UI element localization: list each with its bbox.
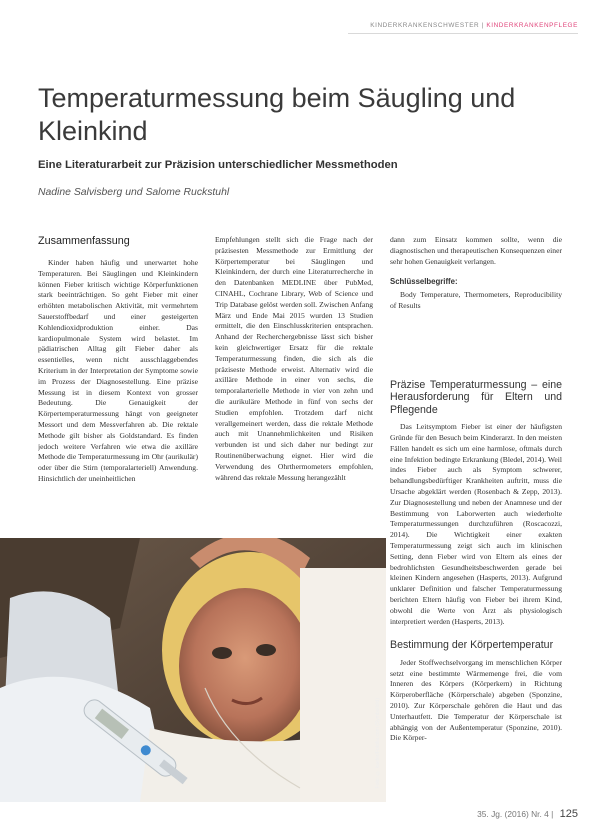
running-head bbox=[370, 22, 578, 29]
abstract-continuation-column bbox=[215, 235, 373, 535]
body-column bbox=[390, 379, 562, 799]
article-subtitle: Eine Literaturarbeit zur Präzision unterschiedlicher Messmethoden bbox=[38, 159, 398, 171]
keywords-text: Body Temperature, Thermometers, Reproducibility of Results bbox=[390, 290, 562, 310]
running-head-journal: KINDERKRANKENSCHWESTER bbox=[370, 22, 480, 29]
running-head-section: KINDERKRANKENPFLEGE bbox=[486, 22, 578, 29]
section-heading-body-temperature: Bestimmung der Körpertemperatur bbox=[390, 639, 554, 652]
abstract-paragraph: Kinder haben häufig und unerwartet hohe Temperaturen. Bei Säuglingen und Kleinkindern können Fieber kritisch wichtige Körperfunktionen stark beeinträchtigen. So geht Fieber mit einer erhöhten metabolischen Aktivität, mit vermehrtem Sauerstoffbedarf und einer gesteigerten Kohlendioxidproduktion einher. Das kardiopulmonale System wird belastet. Im pädiatrischen Alltag gilt Fieber daher als essentielles, wenn nicht ausschlaggebendes Kriterium in der Interpretation der Symptome sowie im Prozess der Diagnosestellung. Eine präzise Messung ist in diesem Kontext von grosser Bedeutung. Die Genauigkeit der Körpertemperaturmessung hängt von geeigneter Messort und dem Messverfahren ab. Die rektale Methode gilt bisher als Goldstandard. Es finden jedoch weitere Verfahren wie etwa die axilläre Methode die Temperaturmessung im Ohr (aurikulär) oder über die Stirn (temporalarteriell) Anwendung. Hinsichtlich der uneinheitlichen bbox=[38, 258, 198, 483]
abstract-column bbox=[38, 235, 198, 533]
footer-separator: | bbox=[551, 809, 554, 819]
page-number: 125 bbox=[559, 808, 578, 820]
child-thermometer-photo bbox=[0, 538, 386, 802]
section-heading-precise-measurement: Präzise Temperaturmessung – eine Herausforderung für Eltern und Pflegende bbox=[390, 379, 562, 416]
running-head-separator: | bbox=[481, 22, 484, 29]
running-head-rule bbox=[348, 33, 578, 34]
article-authors: Nadine Salvisberg und Salome Ruckstuhl bbox=[38, 187, 230, 198]
keywords-heading: Schlüsselbegriffe: bbox=[390, 277, 458, 287]
abstract-end-paragraph: dann zum Einsatz kommen sollte, wenn die diagnostischen und therapeutischen Konsequenzen einer sehr hohen Genauigkeit verlangen. bbox=[390, 235, 562, 266]
page-footer bbox=[477, 808, 578, 820]
section-paragraph-body-temperature: Jeder Stoffwechselvorgang im menschlichen Körper setzt eine bestimmte Wärmemenge frei, die vom Inneren des Körpers (Körperkern) in Richtung Körperoberfläche (Körperschale) abgeben (Sponzine, 2010). Zur Körperschale gehören die Haut und das Unterhautfett. Die Temperatur der Körperschale ist abhängig von der Außentemperatur (Sponzine, 2010). Die Körper- bbox=[390, 657, 562, 743]
article-title: Temperaturmessung beim Säugling und Kleinkind bbox=[38, 83, 516, 146]
issue-info: 35. Jg. (2016) Nr. 4 bbox=[477, 809, 549, 819]
abstract-continuation-paragraph: Empfehlungen stellt sich die Frage nach der präzisesten Messmethode zur Ermittlung der Körpertemperatur bei Säuglingen und Kleinkindern, der durch eine Literaturrecherche in den Datenbanken MEDLINE über PubMed, CINAHL, Cochrane Library, Web of Science und Trip Database gelöst werden soll. Zwischen Anfang März und Ende Mai 2015 wurden 13 Studien ermittelt, die den Einschlusskriterien entsprachen. Anhand der Recherchergebnisse lässt sich bisher kein gleichwertiger Ersatz für die rektale Temperaturmessung finden, die sich als die präziseste Methode erweist. Alternativ wird die axilläre Methode in einer von sechs, die temporalarterielle Methode in vier von zehn und die aurikuläre Methode in fünf von sechs der Studien empfohlen. Trotzdem darf nicht verallgemeinert werden, dass die rektale Methode auch mit Unannehmlichkeiten und Risiken verbunden ist und sich daher nur bedingt zur Routinenüberwachung eignet. Hier wird die Verwendung des Ohrthermometers empfohlen, während das rektale Messung herangezählt bbox=[215, 235, 373, 482]
photo-credit: Foto: © kaefer/Fotolia.com (Symbolbild) bbox=[375, 697, 381, 788]
photo-illustration bbox=[0, 538, 386, 802]
abstract-heading: Zusammenfassung bbox=[38, 235, 130, 247]
section-paragraph-precise-measurement: Das Leitsymptom Fieber ist einer der häufigsten Gründe für den Besuch beim Kinderarzt. In den meisten Fällen handelt es sich um eine harmlose, oftmals durch eine Infektion bedingte Erkrankung (Bledel, 2014). Weil indes Fieber auch als Symptom schwerer, behandlungsbedürftiger Krankheiten auftritt, muss die Ursache abgeklärt werden (Rosenbach & Zepp, 2013). Zur Diagnosestellung und neben der Anamnese und der Bestimmung von Laborwerten auch wiederholte Temperaturmessungen durchzuführen (Roscacozzi, 2014). Die Wichtigkeit einer exakten Temperaturmessung zeigt sich auch im klinischen Setting, denn Fieber wird von Eltern als eines der bedrohlichsten Gesundheitsbeschwerden gerade bei kleinen Kindern angesehen (Hasperts, 2013). Aufgrund unklarer Definition und falscher Temperaturmessung berichten Eltern häufig von Fieber bei ihrem Kind, obwohl die Werte von Ärzt als physiologisch interpretiert werden (Hasperts, 2013). bbox=[390, 422, 562, 626]
keywords-column bbox=[390, 235, 562, 375]
